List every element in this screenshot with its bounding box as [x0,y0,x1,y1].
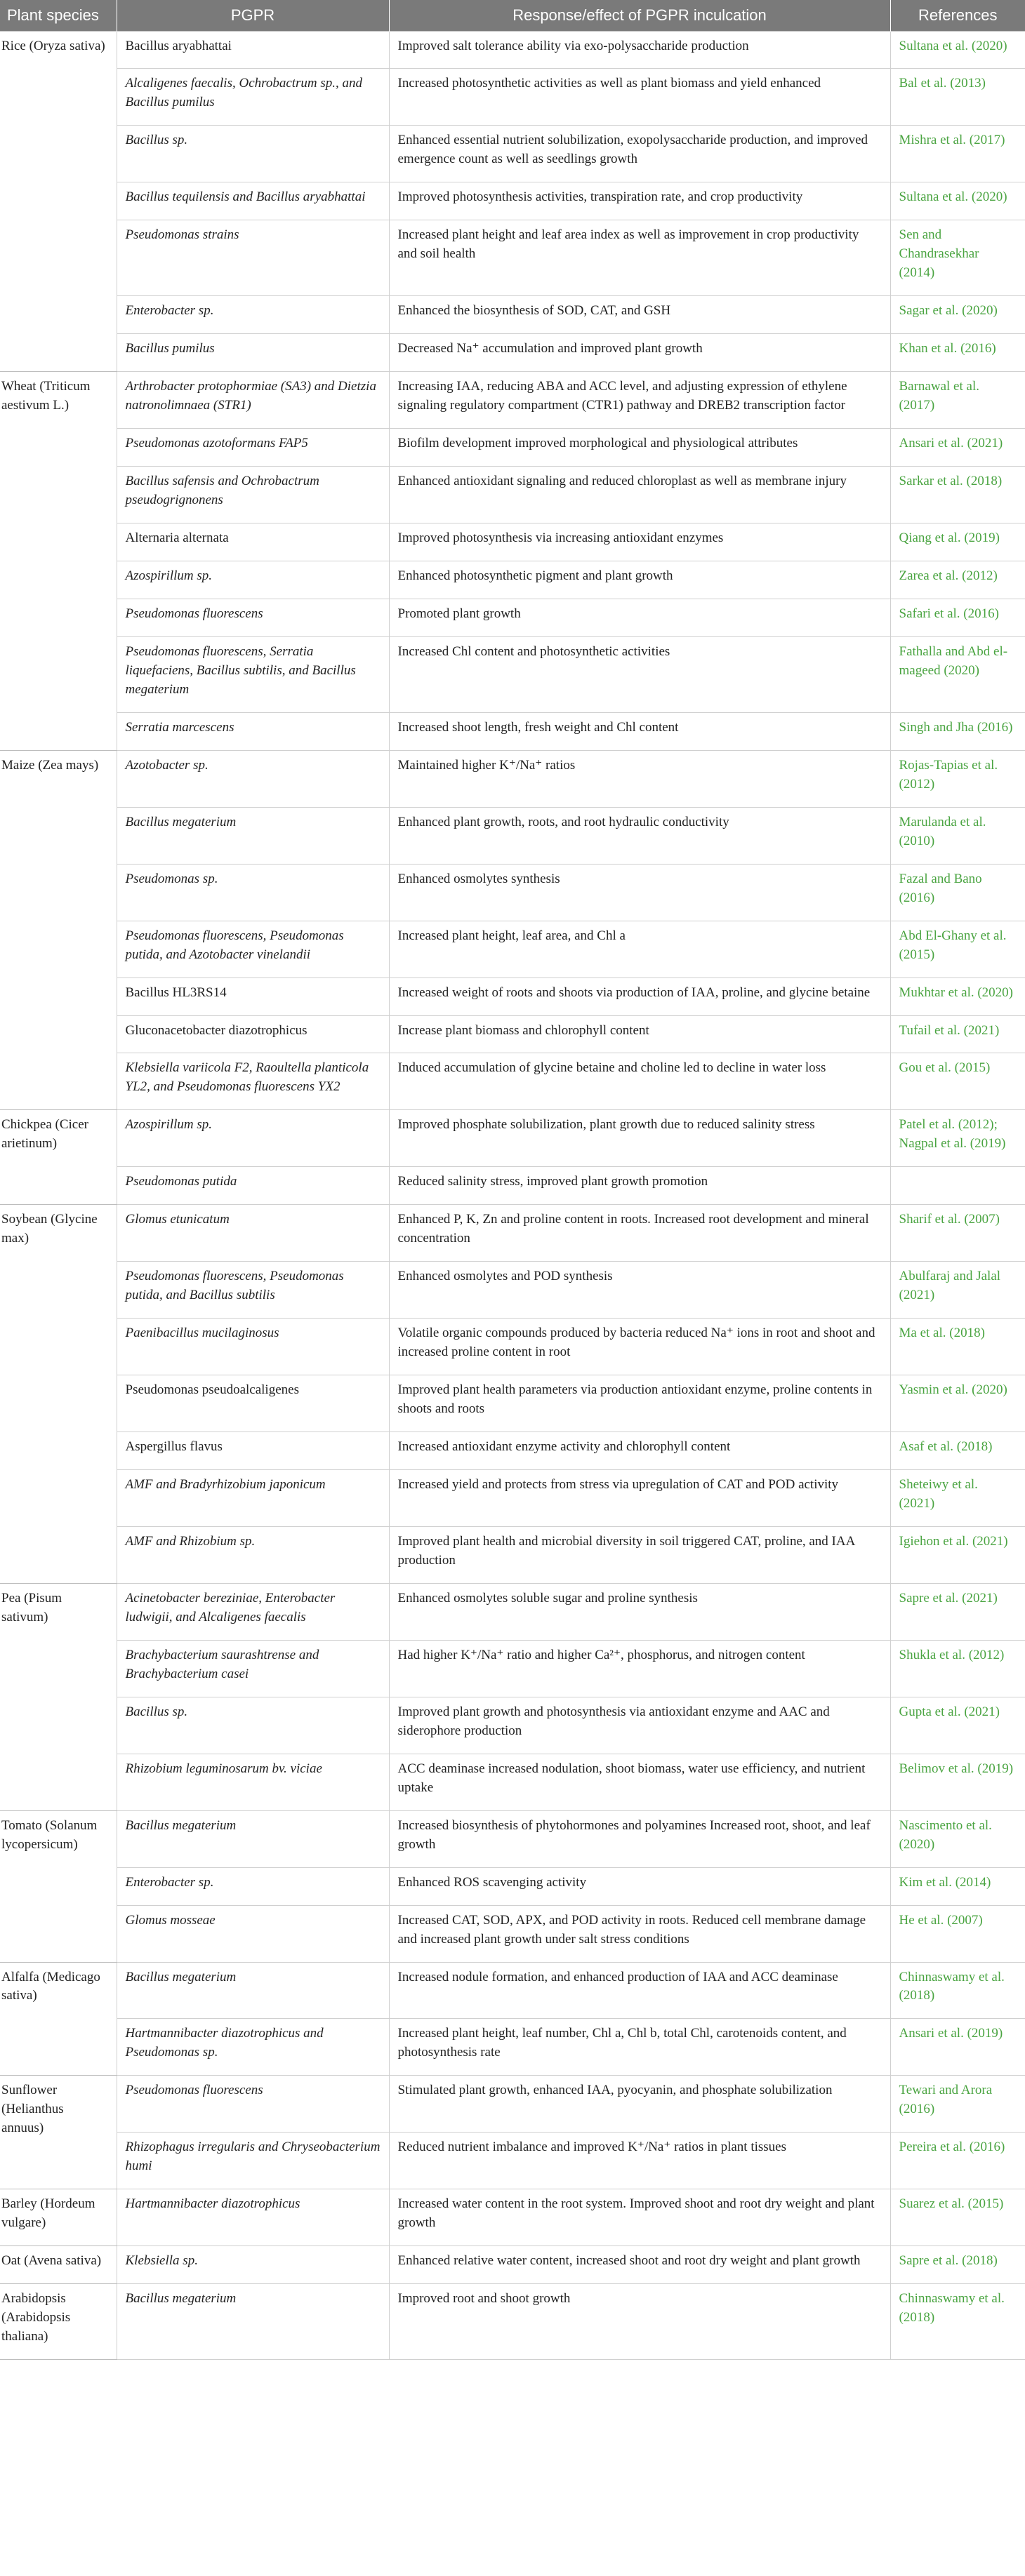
effect-cell: Enhanced the biosynthesis of SOD, CAT, and GSH [389,296,890,334]
effect-cell: Enhanced relative water content, increased shoot and root dry weight and plant growth [389,2246,890,2284]
effect-cell: Had higher K⁺/Na⁺ ratio and higher Ca²⁺, phosphorus, and nitrogen content [389,1640,890,1697]
plant-species-cell: Sunflower (Helianthus annuus) [0,2076,117,2189]
effect-cell: Enhanced ROS scavenging activity [389,1867,890,1905]
pgpr-cell: Gluconacetobacter diazotrophicus [117,1015,389,1053]
reference-link[interactable]: Mukhtar et al. (2020) [890,977,1025,1015]
pgpr-cell: Bacillus safensis and Ochrobactrum pseudogrignonens [117,467,389,523]
reference-link[interactable]: Ma et al. (2018) [890,1319,1025,1375]
pgpr-cell: Pseudomonas azotoformans FAP5 [117,429,389,467]
plant-species-cell: Pea (Pisum sativum) [0,1583,117,1810]
reference-link[interactable]: Sultana et al. (2020) [890,182,1025,220]
header-references: References [890,0,1025,31]
effect-cell: Increasing IAA, reducing ABA and ACC level, and adjusting expression of ethylene signaling regulatory compartment (CTR1) pathway and DREB2 transcription factor [389,372,890,429]
reference-link[interactable]: Barnawal et al. (2017) [890,372,1025,429]
reference-link[interactable]: Bal et al. (2013) [890,69,1025,126]
reference-link[interactable]: Rojas-Tapias et al. (2012) [890,750,1025,807]
pgpr-cell: Bacillus megaterium [117,807,389,864]
pgpr-cell: Pseudomonas sp. [117,864,389,921]
pgpr-cell: Paenibacillus mucilaginosus [117,1319,389,1375]
table-row [0,182,1025,220]
table-row [0,1810,1025,1867]
table-row [0,1640,1025,1697]
table-row [0,31,1025,69]
pgpr-cell: Bacillus HL3RS14 [117,977,389,1015]
table-row [0,1905,1025,1962]
pgpr-cell: Glomus mosseae [117,1905,389,1962]
reference-link[interactable]: Kim et al. (2014) [890,1867,1025,1905]
table-row [0,523,1025,561]
reference-link[interactable]: Gupta et al. (2021) [890,1697,1025,1754]
effect-cell: Increased plant height, leaf area, and Chl a [389,921,890,977]
table-row [0,2076,1025,2133]
effect-cell: Improved plant health parameters via production antioxidant enzyme, proline contents in shoots and roots [389,1375,890,1432]
pgpr-cell: Pseudomonas fluorescens, Pseudomonas putida, and Bacillus subtilis [117,1262,389,1319]
plant-species-cell: Alfalfa (Medicago sativa) [0,1962,117,2076]
pgpr-cell: AMF and Bradyrhizobium japonicum [117,1470,389,1527]
pgpr-cell: Bacillus sp. [117,1697,389,1754]
table-row [0,1962,1025,2019]
pgpr-cell: Bacillus megaterium [117,1810,389,1867]
pgpr-cell: Pseudomonas fluorescens, Pseudomonas putida, and Azotobacter vinelandii [117,921,389,977]
reference-link[interactable]: Sapre et al. (2021) [890,1583,1025,1640]
effect-cell: Improved photosynthesis via increasing antioxidant enzymes [389,523,890,561]
pgpr-cell: Alcaligenes faecalis, Ochrobactrum sp., and Bacillus pumilus [117,69,389,126]
table-row [0,599,1025,636]
effect-cell: Increase plant biomass and chlorophyll content [389,1015,890,1053]
plant-species-cell: Rice (Oryza sativa) [0,31,117,372]
pgpr-cell: Bacillus sp. [117,126,389,182]
reference-link[interactable]: Patel et al. (2012); Nagpal et al. (2019) [890,1110,1025,1167]
effect-cell: Enhanced essential nutrient solubilization, exopolysaccharide production, and improved emergence count as well as seedlings growth [389,126,890,182]
reference-link[interactable]: Chinnaswamy et al. (2018) [890,1962,1025,2019]
pgpr-cell: Hartmannibacter diazotrophicus and Pseudomonas sp. [117,2019,389,2076]
pgpr-cell: Rhizophagus irregularis and Chryseobacterium humi [117,2133,389,2189]
reference-link[interactable]: Singh and Jha (2016) [890,712,1025,750]
pgpr-cell: Pseudomonas putida [117,1167,389,1205]
effect-cell: Enhanced osmolytes and POD synthesis [389,1262,890,1319]
table-row [0,429,1025,467]
effect-cell: Enhanced photosynthetic pigment and plant growth [389,561,890,599]
effect-cell: Increased water content in the root system. Improved shoot and root dry weight and plant growth [389,2189,890,2246]
table-row [0,1526,1025,1583]
table-row [0,1697,1025,1754]
pgpr-cell: Azospirillum sp. [117,561,389,599]
table-row [0,921,1025,977]
plant-species-cell: Arabidopsis (Arabidopsis thaliana) [0,2284,117,2360]
plant-species-cell: Wheat (Triticum aestivum L.) [0,372,117,751]
pgpr-cell: Enterobacter sp. [117,296,389,334]
effect-cell: Enhanced antioxidant signaling and reduced chloroplast as well as membrane injury [389,467,890,523]
plant-species-cell: Oat (Avena sativa) [0,2246,117,2284]
effect-cell: Increased photosynthetic activities as well as plant biomass and yield enhanced [389,69,890,126]
pgpr-cell: Serratia marcescens [117,712,389,750]
reference-link[interactable]: Suarez et al. (2015) [890,2189,1025,2246]
effect-cell: Stimulated plant growth, enhanced IAA, pyocyanin, and phosphate solubilization [389,2076,890,2133]
reference-link[interactable]: Tewari and Arora (2016) [890,2076,1025,2133]
effect-cell: Improved salt tolerance ability via exo-polysaccharide production [389,31,890,69]
table-body [0,31,1025,2360]
reference-link[interactable]: Qiang et al. (2019) [890,523,1025,561]
pgpr-cell: Enterobacter sp. [117,1867,389,1905]
pgpr-cell: Alternaria alternata [117,523,389,561]
table-row [0,807,1025,864]
table-row [0,1470,1025,1527]
effect-cell: Enhanced osmolytes soluble sugar and proline synthesis [389,1583,890,1640]
reference-link[interactable] [890,1167,1025,1205]
table-row [0,2189,1025,2246]
effect-cell: Increased yield and protects from stress via upregulation of CAT and POD activity [389,1470,890,1527]
table-row [0,220,1025,296]
effect-cell: Promoted plant growth [389,599,890,636]
reference-link[interactable]: Asaf et al. (2018) [890,1432,1025,1470]
effect-cell: Improved plant health and microbial diversity in soil triggered CAT, proline, and IAA production [389,1526,890,1583]
reference-link[interactable]: Sharif et al. (2007) [890,1205,1025,1262]
reference-link[interactable]: Sen and Chandrasekhar (2014) [890,220,1025,296]
plant-species-cell: Tomato (Solanum lycopersicum) [0,1810,117,1962]
reference-link[interactable]: Gou et al. (2015) [890,1053,1025,1110]
table-row [0,561,1025,599]
pgpr-cell: Klebsiella sp. [117,2246,389,2284]
effect-cell: Reduced nutrient imbalance and improved K⁺/Na⁺ ratios in plant tissues [389,2133,890,2189]
pgpr-cell: Aspergillus flavus [117,1432,389,1470]
pgpr-cell: Brachybacterium saurashtrense and Brachybacterium casei [117,1640,389,1697]
pgpr-cell: Bacillus aryabhattai [117,31,389,69]
reference-link[interactable]: Yasmin et al. (2020) [890,1375,1025,1432]
pgpr-cell: Acinetobacter bereziniae, Enterobacter ludwigii, and Alcaligenes faecalis [117,1583,389,1640]
reference-link[interactable]: Chinnaswamy et al. (2018) [890,2284,1025,2360]
header-plant-species: Plant species [0,0,117,31]
reference-link[interactable]: Tufail et al. (2021) [890,1015,1025,1053]
reference-link[interactable]: Shukla et al. (2012) [890,1640,1025,1697]
effect-cell: Enhanced P, K, Zn and proline content in roots. Increased root development and mineral concentration [389,1205,890,1262]
effect-cell: Increased weight of roots and shoots via production of IAA, proline, and glycine betaine [389,977,890,1015]
reference-link[interactable]: Marulanda et al. (2010) [890,807,1025,864]
pgpr-cell: Pseudomonas fluorescens [117,599,389,636]
pgpr-cell: AMF and Rhizobium sp. [117,1526,389,1583]
reference-link[interactable]: Fazal and Bano (2016) [890,864,1025,921]
header-row [0,0,1025,31]
table-row [0,1754,1025,1810]
reference-link[interactable]: Zarea et al. (2012) [890,561,1025,599]
effect-cell: Increased CAT, SOD, APX, and POD activity in roots. Reduced cell membrane damage and increased plant growth under salt stress conditions [389,1905,890,1962]
reference-link[interactable]: Abd El-Ghany et al. (2015) [890,921,1025,977]
table-row [0,2133,1025,2189]
table-row [0,864,1025,921]
table-row [0,636,1025,712]
pgpr-cell: Arthrobacter protophormiae (SA3) and Dietzia natronolimnaea (STR1) [117,372,389,429]
table-row [0,296,1025,334]
table-row [0,372,1025,429]
reference-link[interactable]: Fathalla and Abd el-mageed (2020) [890,636,1025,712]
table-row [0,2019,1025,2076]
effect-cell: Maintained higher K⁺/Na⁺ ratios [389,750,890,807]
table-row [0,2246,1025,2284]
effect-cell: Enhanced plant growth, roots, and root hydraulic conductivity [389,807,890,864]
plant-species-cell: Barley (Hordeum vulgare) [0,2189,117,2246]
header-pgpr: PGPR [117,0,389,31]
reference-link[interactable]: Sapre et al. (2018) [890,2246,1025,2284]
pgpr-cell: Klebsiella variicola F2, Raoultella planticola YL2, and Pseudomonas fluorescens YX2 [117,1053,389,1110]
table-row [0,467,1025,523]
effect-cell: Increased shoot length, fresh weight and Chl content [389,712,890,750]
pgpr-cell: Pseudomonas pseudoalcaligenes [117,1375,389,1432]
pgpr-cell: Azotobacter sp. [117,750,389,807]
plant-species-cell: Soybean (Glycine max) [0,1205,117,1584]
effect-cell: Increased biosynthesis of phytohormones and polyamines Increased root, shoot, and leaf growth [389,1810,890,1867]
pgpr-cell: Bacillus pumilus [117,334,389,372]
table-row [0,126,1025,182]
reference-link[interactable]: Belimov et al. (2019) [890,1754,1025,1810]
plant-species-cell: Maize (Zea mays) [0,750,117,1110]
pgpr-cell: Glomus etunicatum [117,1205,389,1262]
table-row [0,1205,1025,1262]
pgpr-cell: Pseudomonas fluorescens [117,2076,389,2133]
effect-cell: Reduced salinity stress, improved plant growth promotion [389,1167,890,1205]
reference-link[interactable]: Nascimento et al. (2020) [890,1810,1025,1867]
reference-link[interactable]: Sagar et al. (2020) [890,296,1025,334]
plant-species-cell: Chickpea (Cicer arietinum) [0,1110,117,1205]
reference-link[interactable]: Abulfaraj and Jalal (2021) [890,1262,1025,1319]
effect-cell: Enhanced osmolytes synthesis [389,864,890,921]
effect-cell: Induced accumulation of glycine betaine and choline led to decline in water loss [389,1053,890,1110]
table-row [0,712,1025,750]
effect-cell: Increased antioxidant enzyme activity and chlorophyll content [389,1432,890,1470]
table-row [0,1375,1025,1432]
effect-cell: Volatile organic compounds produced by bacteria reduced Na⁺ ions in root and shoot and increased proline content in root [389,1319,890,1375]
effect-cell: Improved photosynthesis activities, transpiration rate, and crop productivity [389,182,890,220]
reference-link[interactable]: Safari et al. (2016) [890,599,1025,636]
table-row [0,69,1025,126]
table-row [0,1015,1025,1053]
pgpr-cell: Bacillus megaterium [117,2284,389,2360]
pgpr-cell: Hartmannibacter diazotrophicus [117,2189,389,2246]
pgpr-cell: Azospirillum sp. [117,1110,389,1167]
table-row [0,750,1025,807]
reference-link[interactable]: Mishra et al. (2017) [890,126,1025,182]
effect-cell: Improved plant growth and photosynthesis via antioxidant enzyme and AAC and siderophore production [389,1697,890,1754]
table-row [0,977,1025,1015]
pgpr-cell: Rhizobium leguminosarum bv. viciae [117,1754,389,1810]
table-row [0,1319,1025,1375]
effect-cell: Increased plant height, leaf number, Chl a, Chl b, total Chl, carotenoids content, and photosynthesis rate [389,2019,890,2076]
table-row [0,1432,1025,1470]
effect-cell: Biofilm development improved morphological and physiological attributes [389,429,890,467]
table-row [0,334,1025,372]
effect-cell: Increased nodule formation, and enhanced production of IAA and ACC deaminase [389,1962,890,2019]
table-row [0,1110,1025,1167]
reference-link[interactable]: Khan et al. (2016) [890,334,1025,372]
effect-cell: Improved phosphate solubilization, plant growth due to reduced salinity stress [389,1110,890,1167]
effect-cell: Increased plant height and leaf area index as well as improvement in crop productivity and soil health [389,220,890,296]
reference-link[interactable]: Igiehon et al. (2021) [890,1526,1025,1583]
reference-link[interactable]: Sarkar et al. (2018) [890,467,1025,523]
table-row [0,1583,1025,1640]
pgpr-cell: Pseudomonas strains [117,220,389,296]
pgpr-cell: Bacillus tequilensis and Bacillus aryabhattai [117,182,389,220]
effect-cell: Decreased Na⁺ accumulation and improved plant growth [389,334,890,372]
reference-link[interactable]: Pereira et al. (2016) [890,2133,1025,2189]
effect-cell: Increased Chl content and photosynthetic activities [389,636,890,712]
table-row [0,1053,1025,1110]
table-row [0,1867,1025,1905]
reference-link[interactable]: Ansari et al. (2021) [890,429,1025,467]
header-response-effect: Response/effect of PGPR inculcation [389,0,890,31]
reference-link[interactable]: Sheteiwy et al. (2021) [890,1470,1025,1527]
reference-link[interactable]: Sultana et al. (2020) [890,31,1025,69]
pgpr-cell: Pseudomonas fluorescens, Serratia liquefaciens, Bacillus subtilis, and Bacillus megaterium [117,636,389,712]
table-row [0,2284,1025,2360]
effect-cell: ACC deaminase increased nodulation, shoot biomass, water use efficiency, and nutrient uptake [389,1754,890,1810]
reference-link[interactable]: Ansari et al. (2019) [890,2019,1025,2076]
effect-cell: Improved root and shoot growth [389,2284,890,2360]
pgpr-cell: Bacillus megaterium [117,1962,389,2019]
table-row [0,1262,1025,1319]
table-row [0,1167,1025,1205]
reference-link[interactable]: He et al. (2007) [890,1905,1025,1962]
